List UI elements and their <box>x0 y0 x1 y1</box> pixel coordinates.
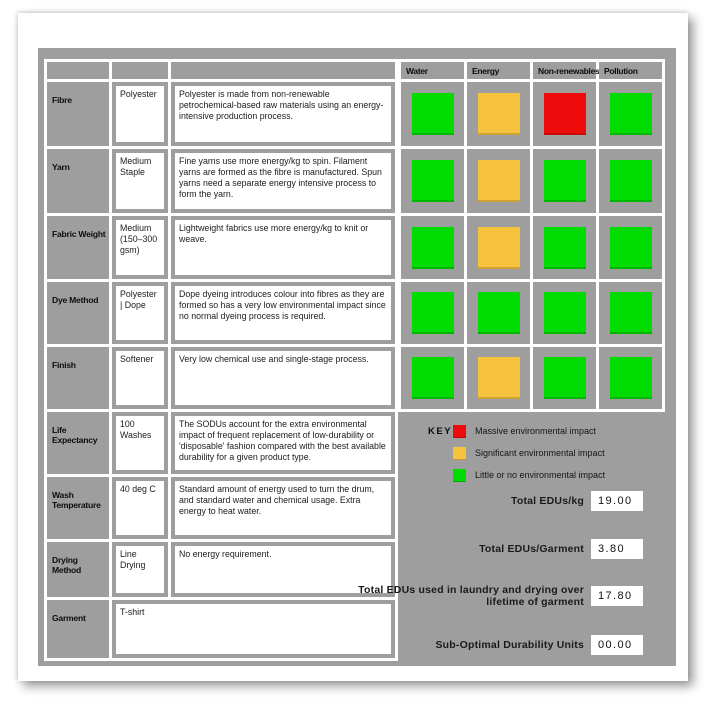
impact-assessment-panel <box>38 48 676 666</box>
value-cell-garment <box>112 600 395 658</box>
row-label-fabric-weight: Fabric Weight <box>47 216 109 279</box>
key-row-little <box>428 464 605 486</box>
impact-cell-dye-method-water <box>401 282 464 344</box>
impact-square <box>412 292 454 334</box>
impact-cell-finish-pollution <box>599 347 662 409</box>
description-text: Polyester is made from non-renewable petrochemical-based raw materials using an energy-intensive production process. <box>175 86 391 142</box>
key-row-significant <box>428 442 605 464</box>
description-cell-fibre <box>171 82 395 146</box>
key-label: Little or no environmental impact <box>475 470 606 480</box>
impact-square <box>610 292 652 334</box>
value-text: 100 Washes <box>116 416 164 470</box>
impact-square <box>478 227 520 269</box>
value-text: 40 deg C <box>116 481 164 535</box>
value-text: Polyester <box>116 86 164 142</box>
key-label: Massive environmental impact <box>475 426 597 436</box>
row-label-wash-temperature: Wash Temperature <box>47 477 109 539</box>
impact-square <box>478 357 520 399</box>
description-text: Standard amount of energy used to turn the drum, and standard water and chemical usage. Extra energy to heat water. <box>175 481 391 535</box>
key-title: KEY <box>428 425 453 437</box>
row-label-yarn: Yarn <box>47 149 109 213</box>
impact-cell-dye-method-non-renewables <box>533 282 596 344</box>
impact-cell-dye-method-energy <box>467 282 530 344</box>
impact-square <box>610 357 652 399</box>
impact-column-header-non-renewables: Non-renewables <box>533 62 596 79</box>
sub-optimal-durability-label: Sub-Optimal Durability Units <box>435 638 584 651</box>
impact-cell-fibre-water <box>401 82 464 146</box>
impact-column-header-energy: Energy <box>467 62 530 79</box>
impact-cell-fabric-weight-pollution <box>599 216 662 279</box>
impact-square <box>412 357 454 399</box>
impact-grid <box>398 59 665 412</box>
row-label-finish: Finish <box>47 347 109 409</box>
header-cell-empty <box>112 62 168 79</box>
value-text: T-shirt <box>116 604 391 654</box>
total-edus-per-garment-value: 3.80 <box>591 539 643 559</box>
value-text: Softener <box>116 351 164 405</box>
key-swatch-green <box>453 469 466 482</box>
sub-optimal-durability-row <box>354 633 643 657</box>
description-cell-dye-method <box>171 282 395 344</box>
description-cell-life-expectancy <box>171 412 395 474</box>
impact-cell-fibre-energy <box>467 82 530 146</box>
row-label-drying-method: Drying Method <box>47 542 109 597</box>
impact-square <box>478 292 520 334</box>
impact-cell-finish-non-renewables <box>533 347 596 409</box>
value-text: Medium (150–300 gsm) <box>116 220 164 275</box>
impact-square <box>610 93 652 135</box>
impact-cell-yarn-water <box>401 149 464 213</box>
impact-cell-yarn-pollution <box>599 149 662 213</box>
impact-cell-finish-water <box>401 347 464 409</box>
impact-square <box>412 160 454 202</box>
total-edus-laundry-value: 17.80 <box>591 586 643 606</box>
description-text: Lightweight fabrics use more energy/kg to knit or weave. <box>175 220 391 275</box>
impact-cell-finish-energy <box>467 347 530 409</box>
total-edus-per-kg-label: Total EDUs/kg <box>511 494 584 507</box>
total-edus-laundry-row <box>354 584 643 608</box>
impact-square <box>412 227 454 269</box>
key-swatch-yellow <box>453 447 466 460</box>
impact-square <box>412 93 454 135</box>
key-label: Significant environmental impact <box>475 448 605 458</box>
description-text: Very low chemical use and single-stage process. <box>175 351 391 405</box>
description-cell-fabric-weight <box>171 216 395 279</box>
value-cell-yarn <box>112 149 168 213</box>
description-text: Fine yarns use more energy/kg to spin. Filament yarns are formed as the fibre is manufactured. Spun yarns need a separate energy intensive process to form the yarn. <box>175 153 391 209</box>
impact-cell-fabric-weight-energy <box>467 216 530 279</box>
total-edus-laundry-label: Total EDUs used in laundry and drying over lifetime of garment <box>358 583 584 608</box>
value-cell-fabric-weight <box>112 216 168 279</box>
impact-square <box>544 357 586 399</box>
header-cell-empty <box>171 62 395 79</box>
impact-square <box>544 93 586 135</box>
value-cell-wash-temperature <box>112 477 168 539</box>
impact-cell-fabric-weight-water <box>401 216 464 279</box>
header-cell-empty <box>47 62 109 79</box>
description-text: No energy requirement. <box>175 546 391 593</box>
value-text: Line Drying <box>116 546 164 593</box>
value-cell-drying-method <box>112 542 168 597</box>
value-cell-finish <box>112 347 168 409</box>
impact-cell-fabric-weight-non-renewables <box>533 216 596 279</box>
value-cell-life-expectancy <box>112 412 168 474</box>
total-edus-per-garment-row <box>354 537 643 561</box>
impact-cell-fibre-pollution <box>599 82 662 146</box>
sub-optimal-durability-value: 00.00 <box>591 635 643 655</box>
impact-cell-fibre-non-renewables <box>533 82 596 146</box>
impact-square <box>544 160 586 202</box>
attribute-table <box>44 59 398 661</box>
impact-square <box>478 93 520 135</box>
key-row-massive <box>428 420 605 442</box>
impact-column-header-pollution: Pollution <box>599 62 662 79</box>
impact-cell-yarn-non-renewables <box>533 149 596 213</box>
row-label-garment: Garment <box>47 600 109 658</box>
value-cell-dye-method <box>112 282 168 344</box>
row-label-life-expectancy: Life Expectancy <box>47 412 109 474</box>
impact-cell-yarn-energy <box>467 149 530 213</box>
impact-square <box>478 160 520 202</box>
description-text: The SODUs account for the extra environmental impact of frequent replacement of low-durability or 'disposable' fashion compared with the best available durability for a given product type. <box>175 416 391 470</box>
value-text: Polyester | Dope <box>116 286 164 340</box>
total-edus-per-kg-value: 19.00 <box>591 491 643 511</box>
key-legend <box>428 420 605 486</box>
impact-square <box>544 292 586 334</box>
description-cell-finish <box>171 347 395 409</box>
value-cell-fibre <box>112 82 168 146</box>
impact-column-header-water: Water <box>401 62 464 79</box>
document-page <box>18 13 688 681</box>
impact-square <box>544 227 586 269</box>
row-label-fibre: Fibre <box>47 82 109 146</box>
impact-cell-dye-method-pollution <box>599 282 662 344</box>
description-cell-yarn <box>171 149 395 213</box>
description-text: Dope dyeing introduces colour into fibres as they are formed so has a very low environmental impact since no normal dyeing process is required. <box>175 286 391 340</box>
key-swatch-red <box>453 425 466 438</box>
total-edus-per-garment-label: Total EDUs/Garment <box>479 542 584 555</box>
impact-square <box>610 160 652 202</box>
value-text: Medium Staple <box>116 153 164 209</box>
row-label-dye-method: Dye Method <box>47 282 109 344</box>
total-edus-per-kg-row <box>354 489 643 513</box>
impact-square <box>610 227 652 269</box>
